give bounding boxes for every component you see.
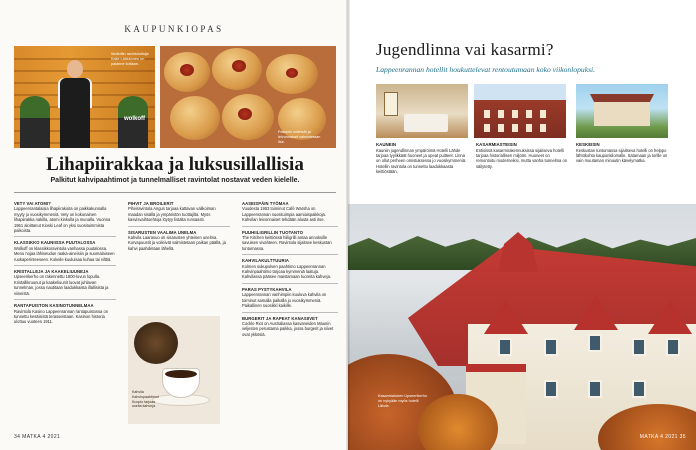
headline-rule (14, 192, 336, 193)
coffee-photo (128, 316, 220, 424)
section-heading: KAHVILAKULTTUURIA (242, 258, 289, 264)
hotel-text: Keskustan tuntumassa sijaitseva hotelli on helppo lähtökohta kaupunkilomalle. Satamaan ja torille on vain muutaman minuutin kävelymatka. (576, 147, 668, 164)
section-heading: KRISTALLEJA JA KAAKELIUUNEJA (14, 269, 89, 275)
section-text: Kahvila Laarasuo on sisarusten yhteinen unelma. Korvapuustit ja voileivät valmistetaan paikan päällä, ja kahvi paahdetaan lähellä. (128, 235, 226, 251)
page-folio-left: 34 MATKA 4 2021 (14, 434, 61, 440)
jugend-castle-photo (348, 204, 696, 450)
section-heading: VETY VAI ATOMI? (14, 201, 51, 206)
section-text: Lappeenrantalaisia lihapiirakoita on paikkakunnalla myyty jo vuosikymmeniä. Vety on kokonainen lihapiirakka nakilla, atomi kinkulla ja munalla. Vuonna 1961 aloittanut Kioski Leaf on yksi suosituimmista paikoista. (14, 206, 111, 234)
section-heading: RANTAPUISTON KASINOTUNNELMAA (14, 303, 94, 309)
section-text: Pihviravintola Angus tarjoaa kattavan valikoiman maadan sisällä ja ympäristön tuottajilta. Myös kasvisvaihtoehtoja löytyy listalta runsaasti. (128, 206, 216, 223)
article-deck: Palkitut kahvipaahtimot ja tunnelmalliset ravintolat nostavat veden kielelle. (50, 177, 300, 184)
section-text: Vuodesta 1953 toiminut Café Warsha on Lappeenrannan suosituimpia aamiaispaikkoja. Kahvilan leivonnaiset tehdään alusta asti itse. (242, 206, 326, 223)
coffee-photo-caption: Kahvila Kahvinpaahtimot Kuopio tarjoaa useita kahveja. (132, 390, 159, 409)
column-2 (128, 198, 230, 251)
hotel-text: Kauniin jugendlinnan ympäröimä Hotelli Lähde tarjoaa tyylikkäät huoneet ja upeat puitteet. Linna on ollut perheen omistuksessa jo vuosikymmeniä. Hotellin ravintola on tunnettu laadukkaasta keittiöstään. (376, 147, 467, 175)
chef-figure (58, 60, 92, 148)
barracks-photo (474, 84, 566, 138)
hotel-heading: KAUNEIN (376, 142, 397, 147)
section-kicker: KAUPUNKIOPAS (124, 24, 224, 34)
section-text: Wolkoff on klassikkoravintola vanhassa puutalossa. Menu nojaa lähiseudun raaka-aineisiin ja suomalaiseen ruokaperinteeseen. Kokeile kuuluisaa kuhaa tai vilttiä. (14, 245, 115, 262)
hotel-heading: KASARMIASTEISIN (476, 142, 517, 147)
restaurant-sign: wolkoff (124, 116, 145, 122)
hotel-column-3 (576, 142, 670, 164)
section-text: Ravintola Kasino Lappeenrannan rantapuistossa on tunnettu kesäisistä terasseistaan. Kasinon historia ulottuu vuoteen 1911. (14, 308, 108, 325)
pastry-photo (160, 46, 336, 148)
pastry-photo-caption: Pastarin voileivät ja leivonnaiset valmistetaan itse. (278, 130, 321, 144)
hotel-heading: KESKEISIN (576, 142, 600, 147)
central-hotel-photo (576, 84, 668, 138)
chef-photo-caption: Wolfoffin ravintoloitsija Kalle Lääkkönen on palanne kotiaan. (111, 52, 149, 66)
column-3 (242, 198, 338, 337)
column-1 (14, 198, 116, 325)
section-heading: PARAS PYSTYKAHVILA (242, 286, 292, 292)
section-heading: PUUHIILIGRILLIN TUOTANTO (242, 229, 304, 235)
section-text: Lappeenrannan vanhimpiin kuuluva kahvila on toiminut samalla paikalla jo vuosikymmeniä. Paikallinen suosikki kaikille. (242, 292, 327, 309)
hotel-deck: Lappeenrannan hotellit houkuttelevat rentoutumaan koko viikonlopuksi. (376, 65, 596, 74)
hotel-text: Entisissä kasarmirakennuksissa sijaitseva hotelli tarjoaa historiallisen miljöön. Huoneet on remontoitu moderneiksi, mutta vanha tunnelma on säilytetty. (476, 147, 568, 169)
section-heading: AASEISPÄIN TYÖMAA (242, 201, 289, 206)
page-gutter (346, 0, 350, 450)
hotel-headline: Jugendlinna vai kasarmi? (376, 40, 554, 59)
chef-photo (14, 46, 155, 148)
section-heading: BURGERIT JA RAPEAT KANASIIVET (242, 315, 318, 321)
hotel-column-1 (376, 142, 470, 175)
section-text: Kolmen sukupolven paahtimo Lappeenrannan Kahvinpaahtimo tarjoaa kymmeniä laatuja. Kahvilassa pääsee maistamaan tuoreita kahveja. (242, 263, 331, 280)
hotel-column-2 (476, 142, 570, 169)
section-text: Upseerikerho on rakennettu 1800-luvun lopulla. Kristallikruunut ja kaakeliuunit luovat juhlavan tunnelman, jossa nautitaan laadukkaista illallisista ja viineistä. (14, 274, 109, 296)
section-heading: PIHVIT JA BROILERIT (128, 201, 174, 206)
section-text: Cockle Riot on Australiassa kasvaneiden Maunin veljesten perustama paikka, jossa burgerit ja siivet ovat ykkösiä. (242, 320, 334, 337)
page-folio-right: MATKA 4 2021 35 (639, 434, 686, 440)
castle-photo-caption: Kasarmialueen Upseerikerho on nykyään myös hotelli Lähde. (378, 394, 427, 408)
section-heading: KLASSIKKO KAUNIISSA PUUTALOSSA (14, 240, 96, 246)
section-text: The Kitchen keittiössä hiiligrilli antaa annoksille savuisen vivahteen. Ravintola sijaitsee keskustan tuntumassa. (242, 235, 332, 251)
article-headline: Lihapiirakkaa ja luksusillallisia (46, 154, 304, 175)
section-heading: SISARUSTEN VAALIMA UNELMA (128, 229, 197, 235)
hotel-room-photo (376, 84, 468, 138)
